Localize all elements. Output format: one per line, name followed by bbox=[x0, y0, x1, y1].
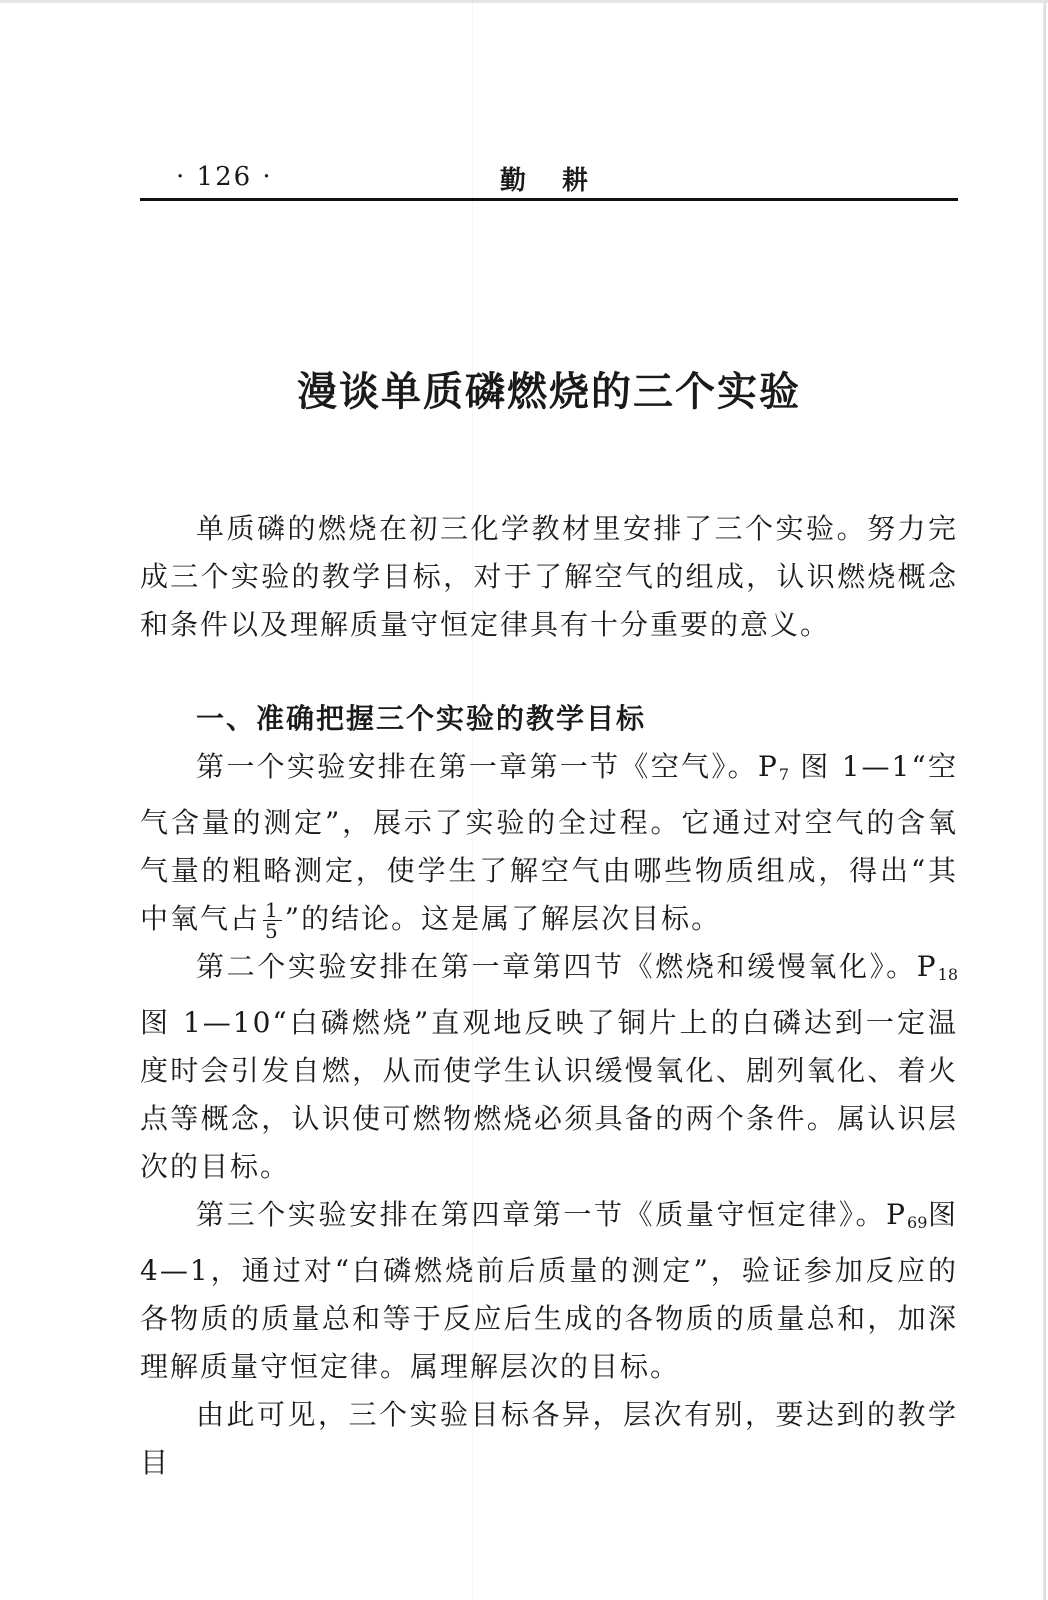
header-rule bbox=[140, 198, 958, 201]
p1-text-c: ”的结论。这是属了解层次目标。 bbox=[284, 902, 722, 935]
p2-text-b: 图 1—10“白磷燃烧”直观地反映了铜片上的白磷达到一定温度时会引发自燃，从而使学生认识缓慢氧化、剧列氧化、着火点等概念，认识使可燃物燃烧必须具备的两个条件。属认识层次的目标。 bbox=[140, 1006, 958, 1183]
paragraph-experiment-3 bbox=[140, 1191, 958, 1391]
page-top-edge bbox=[0, 0, 1048, 3]
fraction-denominator: 5 bbox=[265, 919, 280, 943]
article-body bbox=[140, 505, 958, 1487]
p1-text-a: 第一个实验安排在第一章第一节《空气》。P bbox=[196, 750, 779, 783]
intro-paragraph: 单质磷的燃烧在初三化学教材里安排了三个实验。努力完成三个实验的教学目标，对于了解空气的组成，认识燃烧概念和条件以及理解质量守恒定律具有十分重要的意义。 bbox=[140, 512, 958, 641]
p3-page-sub: 69 bbox=[907, 1213, 928, 1232]
article-title: 漫谈单质磷燃烧的三个实验 bbox=[297, 369, 801, 415]
paragraph-experiment-2 bbox=[140, 943, 958, 1191]
p1-text-b: 图 1—1“空气含量的测定”，展示了实验的全过程。它通过对空气的含氧气量的粗略测定，使学生了解空气由哪些物质组成，得出“其中氧气占 bbox=[140, 750, 958, 935]
p3-text-a: 第三个实验安排在第四章第一节《质量守恒定律》。P bbox=[196, 1198, 908, 1231]
section-heading: 一、准确把握三个实验的教学目标 bbox=[196, 702, 647, 735]
paragraph-conclusion: 由此可见，三个实验目标各异，层次有别，要达到的教学目 bbox=[140, 1398, 958, 1479]
page-right-edge bbox=[1043, 0, 1046, 1600]
fraction-numerator: 1 bbox=[265, 898, 280, 922]
p2-text-a: 第二个实验安排在第一章第四节《燃烧和缓慢氧化》。P bbox=[196, 950, 938, 983]
p1-page-sub: 7 bbox=[778, 765, 789, 784]
book-title: 勤耕 bbox=[500, 166, 625, 196]
running-head bbox=[140, 158, 958, 196]
page-number: · 126 · bbox=[176, 162, 273, 192]
fraction-one-fifth bbox=[263, 900, 282, 941]
p3-text-b: 图 4—1，通过对“白磷燃烧前后质量的测定”，验证参加反应的各物质的质量总和等于反应后生成的各物质的质量总和，加深理解质量守恒定律。属理解层次的目标。 bbox=[140, 1198, 958, 1383]
paragraph-experiment-1 bbox=[140, 743, 958, 943]
p2-page-sub: 18 bbox=[937, 965, 958, 984]
